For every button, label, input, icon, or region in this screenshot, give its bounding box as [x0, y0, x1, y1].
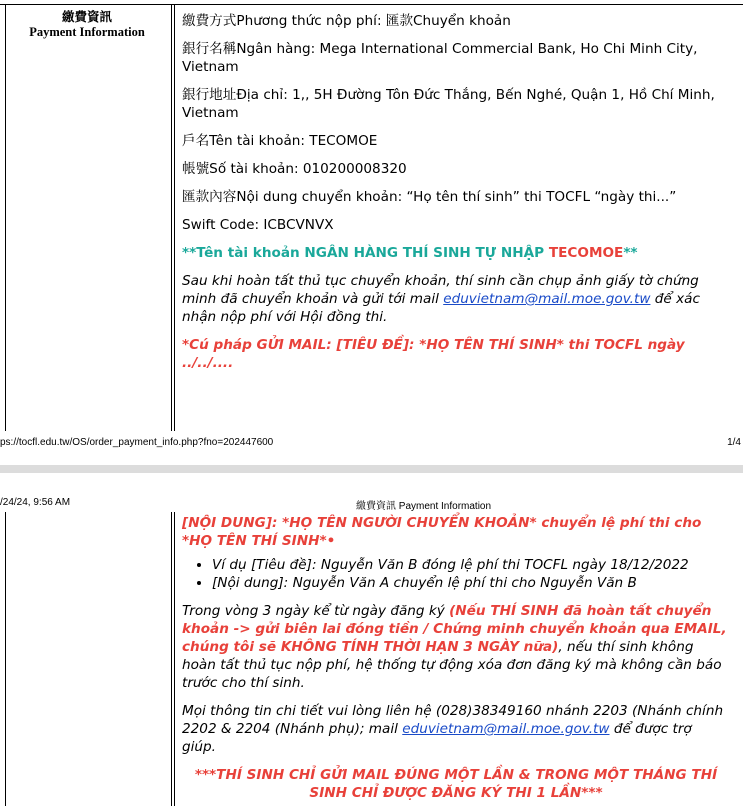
final-warning: ***THÍ SINH CHỈ GỬI MAIL ĐÚNG MỘT LẦN & TRONG MỘT THÁNG THÍ SINH CHỈ ĐƯỢC ĐĂNG KÝ THI 1 LẦN*** [194, 767, 718, 801]
contact-info [182, 702, 730, 756]
deadline-notice [182, 602, 730, 692]
print-title-header: 繳費資訊 Payment Information [356, 501, 492, 512]
page-separator [0, 465, 743, 473]
payment-method: 繳費方式Phương thức nộp phí: 匯款Chuyển khoản [182, 13, 511, 29]
example-content: • [Nội dung]: Nguyễn Văn A chuyển lệ phí thi cho Nguyễn Văn B [212, 574, 730, 592]
column-divider-right [174, 512, 175, 806]
payment-details [182, 12, 730, 382]
transfer-content: 匯款內容Nội dung chuyển khoản: “Họ tên thí sinh” thi TOCFL “ngày thi...” [182, 189, 677, 205]
content-syntax: [NỘI DUNG]: *HỌ TÊN NGƯỜI CHUYỂN KHOẢN* chuyển lệ phí thi cho *HỌ TÊN THÍ SINH*• [182, 515, 702, 549]
warning-account-name: TECOMOE [548, 245, 624, 261]
payment-info-label [8, 10, 166, 40]
column-divider-right [174, 4, 175, 431]
deadline-text-b: , nếu thí sinh không hoàn tất thủ tục nộp phí, hệ thống tự động xóa đơn đăng ký mà không cần báo trước cho thí sinh. [182, 639, 722, 691]
payment-details-continued [182, 514, 730, 806]
table-left-border [5, 512, 6, 806]
page-gap [0, 455, 743, 488]
bank-name: 銀行名稱Ngân hàng: Mega International Commercial Bank, Ho Chi Minh City, Vietnam [182, 41, 698, 75]
table-top-border [0, 4, 743, 5]
account-number: 帳號Số tài khoản: 010200008320 [182, 161, 407, 177]
account-name-warning [182, 244, 730, 262]
table-left-border [5, 4, 6, 431]
column-divider-left [171, 4, 172, 431]
print-date-header: /24/24, 9:56 AM [0, 497, 71, 508]
deadline-text-a: Trong vòng 3 ngày kể từ ngày đăng ký [182, 603, 450, 619]
contact-text-a: Mọi thông tin chi tiết vui lòng liên hệ (028)38349160 nhánh 2203 (Nhánh chính 2202 & 2204 (Nhánh phụ); mail [182, 703, 724, 737]
pdf-page-2 [0, 488, 743, 806]
swift-code: Swift Code: ICBCVNVX [182, 217, 334, 233]
example-title: • Ví dụ [Tiêu đề]: Nguyễn Văn B đóng lệ phí thi TOCFL ngày 18/12/2022 [212, 556, 730, 574]
warning-text: **Tên tài khoản NGÂN HÀNG THÍ SINH TỰ NHẬP [182, 245, 549, 261]
examples-list [182, 556, 730, 592]
account-name: 戶名Tên tài khoản: TECOMOE [182, 133, 378, 149]
label-chinese: 繳費資訊 [61, 10, 112, 24]
instruction-text-a: Sau khi hoàn tất thủ tục chuyển khoản, thí sinh cần chụp ảnh giấy tờ chứng minh đã chuyển khoản và gửi tới mail [182, 273, 699, 307]
contact-email-link[interactable]: eduvietnam@mail.moe.gov.tw [402, 721, 610, 737]
after-transfer-instructions [182, 272, 730, 326]
instruction-text-b: để xác nhận nộp phí với Hội đồng thi. [182, 291, 700, 325]
deadline-warning: (Nếu THÍ SINH đã hoàn tất chuyển khoản -> gửi biên lai đóng tiền / Chứng minh chuyển khoản qua EMAIL, chúng tôi sẽ KHÔNG TÍNH THỜI HẠN 3 NGÀY nữa) [182, 603, 727, 655]
mail-syntax: *Cú pháp GỬI MAIL: [TIÊU ĐỀ]: *HỌ TÊN THÍ SINH* thi TOCFL ngày ../../.... [182, 337, 685, 371]
label-english: Payment Information [29, 25, 145, 39]
email-link[interactable]: eduvietnam@mail.moe.gov.tw [443, 291, 651, 307]
contact-text-b: để được trợ giúp. [182, 721, 692, 755]
page-number: 1/4 [727, 437, 741, 448]
bank-address: 銀行地址Địa chỉ: 1,, 5H Đường Tôn Đức Thắng, Bến Nghé, Quận 1, Hồ Chí Minh, Vietnam [182, 87, 715, 121]
column-divider-left [171, 512, 172, 806]
page-url-footer: ps://tocfl.edu.tw/OS/order_payment_info.php?fno=202447600 [0, 437, 274, 448]
warning-suffix: ** [623, 245, 638, 261]
